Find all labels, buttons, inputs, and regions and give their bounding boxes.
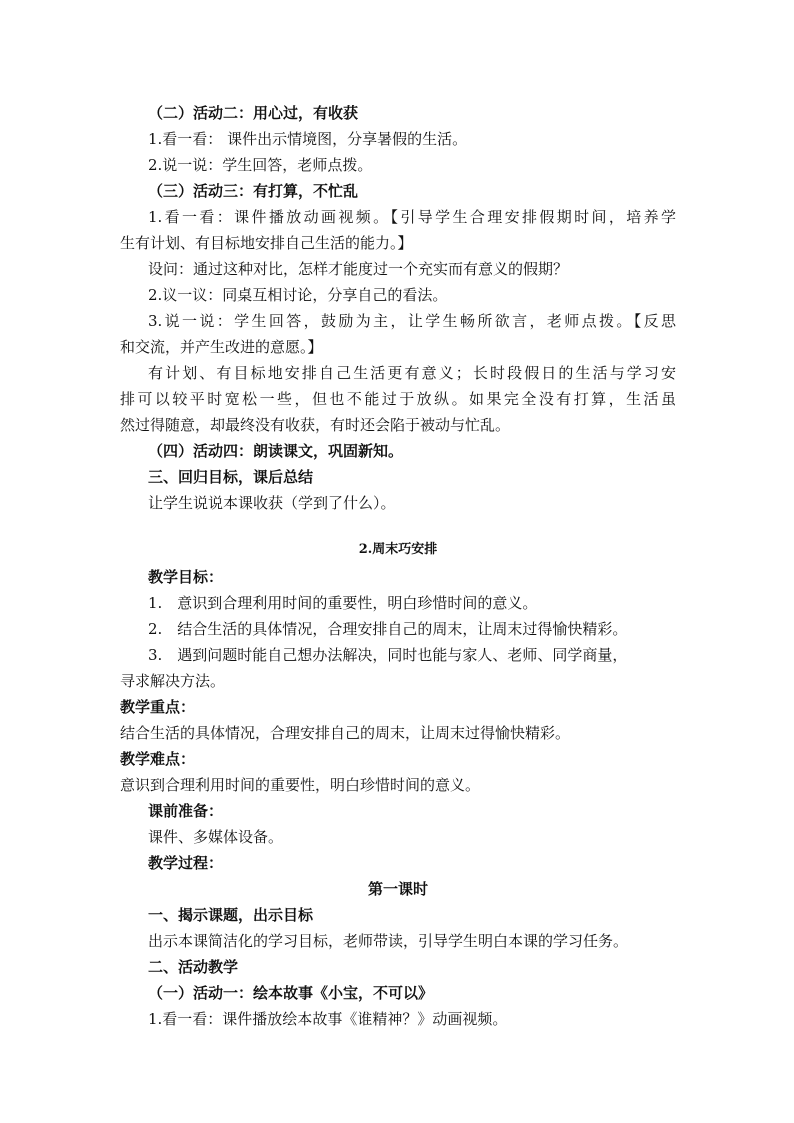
paragraph: 1.看一看：课件播放绘本故事《谁精神？》动画视频。: [148, 1010, 508, 1028]
activity-three-heading: （三）活动三：有打算，不忙乱: [148, 182, 359, 200]
paragraph: 出示本课简洁化的学习目标，老师带读，引导学生明白本课的学习任务。: [148, 932, 629, 950]
paragraph: 1.看一看： 课件出示情境图，分享暑假的生活。: [148, 130, 468, 148]
list-item: 2. 结合生活的具体情况，合理安排自己的周末，让周末过得愉快精彩。: [148, 620, 628, 638]
section-two-heading: 二、活动教学: [148, 958, 239, 976]
paragraph: 排可以较平时宽松一些，但也不能过于放纵。如果完全没有打算，生活虽: [120, 390, 676, 408]
paragraph: 让学生说说本课收获（学到了什么）。: [148, 494, 396, 512]
activity-one-heading: （一）活动一：绘本故事《小宝，不可以》: [148, 984, 434, 1002]
paragraph: 和交流，并产生改进的意愿。】: [120, 338, 323, 356]
process-heading: 教学过程：: [148, 854, 224, 872]
difficulties-heading: 教学难点：: [120, 750, 196, 768]
paragraph: 结合生活的具体情况，合理安排自己的周末，让周末过得愉快精彩。: [120, 724, 571, 742]
activity-four-heading: （四）活动四：朗读课文，巩固新知。: [148, 442, 404, 460]
paragraph: 寻求解决方法。: [120, 672, 226, 690]
first-class-title: 第一课时: [367, 880, 428, 898]
paragraph: 有计划、有目标地安排自己生活更有意义；长时段假日的生活与学习安: [148, 364, 676, 382]
paragraph: 生有计划、有目标地安排自己生活的能力。】: [120, 234, 413, 252]
paragraph: 设问：通过这种对比，怎样才能度过一个充实而有意义的假期？: [148, 260, 569, 278]
paragraph: 2.议一议：同桌互相讨论，分享自己的看法。: [148, 286, 448, 304]
paragraph: 3.说一说：学生回答，鼓励为主，让学生畅所欲言，老师点拨。【反思: [148, 312, 676, 330]
section-one-heading: 一、揭示课题，出示目标: [148, 906, 314, 924]
preparation-heading: 课前准备：: [148, 802, 224, 820]
activity-two-heading: （二）活动二：用心过，有收获: [148, 104, 359, 122]
paragraph: 课件、多媒体设备。: [148, 828, 284, 846]
teaching-goals-heading: 教学目标：: [148, 568, 224, 586]
paragraph: 然过得随意，却最终没有收获，有时还会陷于被动与忙乱。: [120, 416, 511, 434]
paragraph: 意识到合理利用时间的重要性，明白珍惜时间的意义。: [120, 776, 481, 794]
section-three-heading: 三、回归目标，课后总结: [148, 468, 314, 486]
lesson-title: 2.周末巧安排: [358, 542, 438, 557]
paragraph: 1.看一看：课件播放动画视频。【引导学生合理安排假期时间，培养学: [148, 208, 676, 226]
list-item: 3. 遇到问题时能自己想办法解决，同时也能与家人、老师、同学商量，: [148, 646, 628, 664]
paragraph: 2.说一说：学生回答，老师点拨。: [148, 156, 373, 174]
list-item: 1. 意识到合理利用时间的重要性，明白珍惜时间的意义。: [148, 594, 538, 612]
key-points-heading: 教学重点：: [120, 698, 196, 716]
